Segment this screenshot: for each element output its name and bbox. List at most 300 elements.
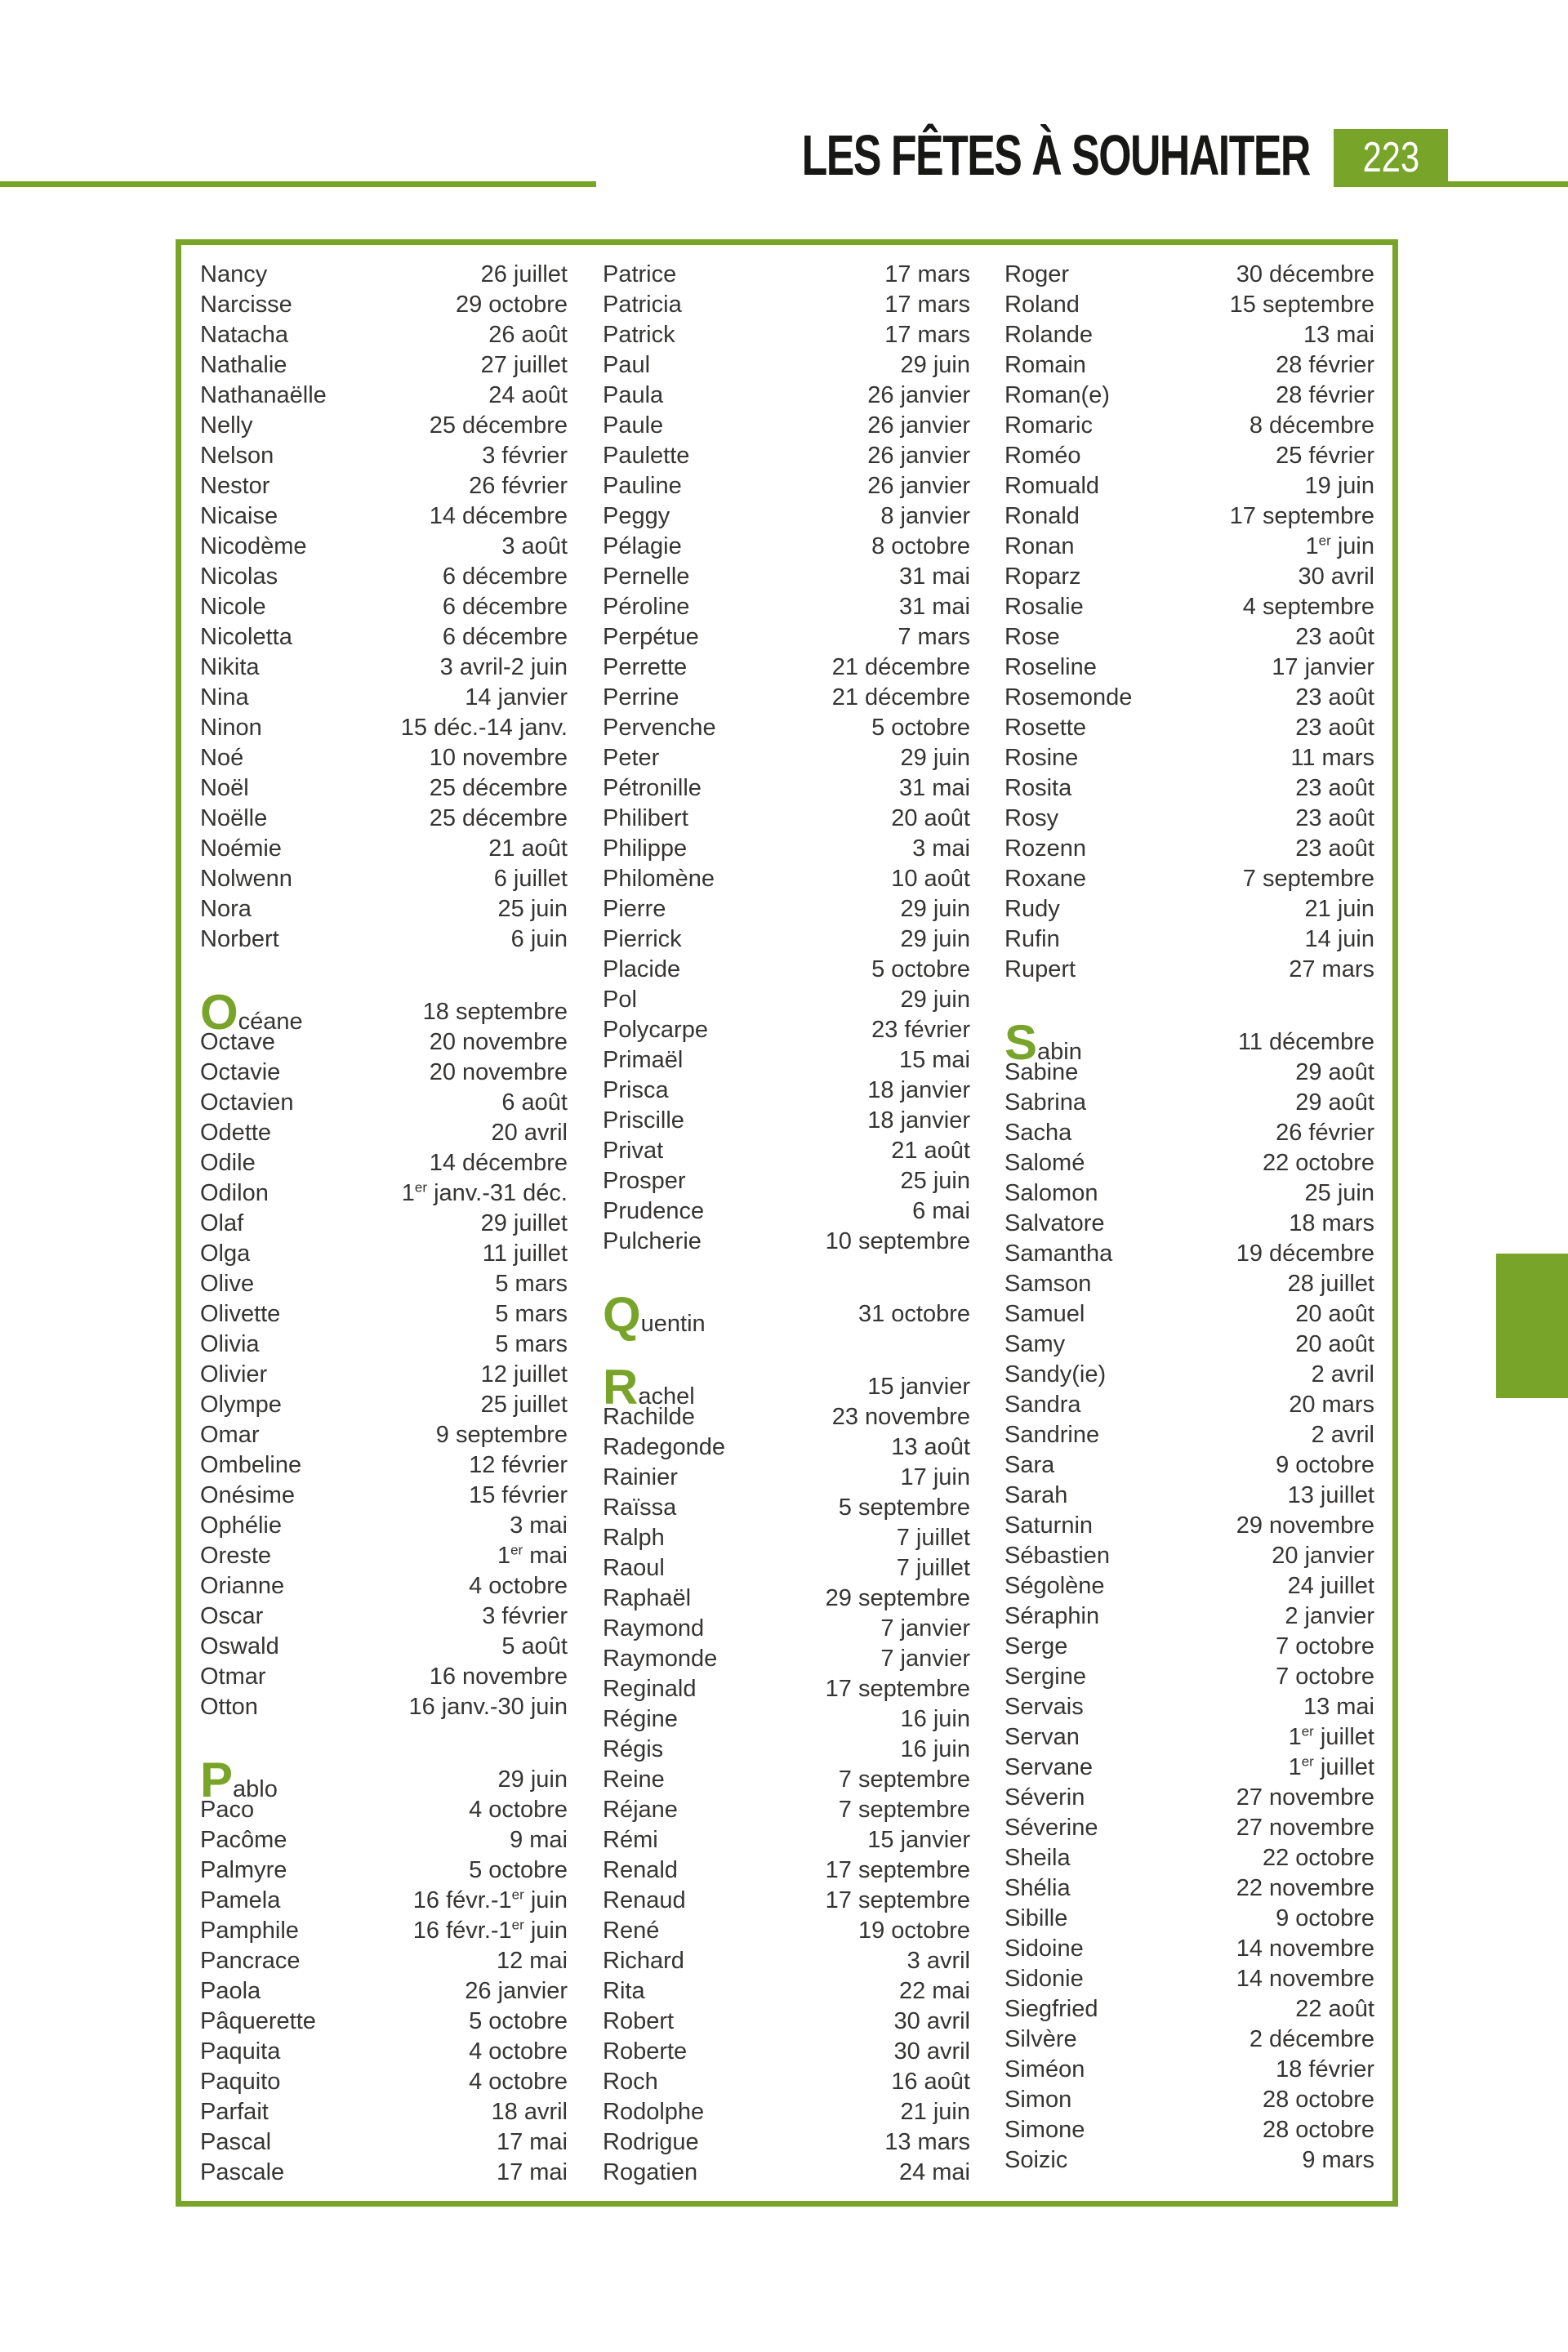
feast-date: 14 décembre [429, 503, 568, 529]
feast-date: 3 août [501, 533, 568, 559]
name-day-row [1004, 471, 1374, 501]
person-name: Romuald [1004, 473, 1100, 499]
name-day-row [603, 350, 970, 381]
feast-date: 17 mai [496, 2159, 568, 2185]
person-name: Rosette [1004, 715, 1086, 741]
name-day-row [603, 1825, 970, 1855]
name-day-row [200, 1601, 568, 1632]
person-name: Noé [200, 745, 244, 771]
name-day-row [1004, 1964, 1374, 1994]
feast-date: 5 octobre [469, 1857, 568, 1883]
person-name: Pascal [200, 2129, 272, 2155]
feast-date: 9 mars [1302, 2147, 1374, 2173]
name-day-row [603, 1674, 970, 1704]
person-name: Nicoletta [200, 624, 292, 650]
person-name: Olivia [200, 1331, 260, 1357]
feast-date: 23 août [1295, 805, 1374, 831]
person-name: Renald [603, 1857, 678, 1883]
name-day-row [603, 290, 970, 320]
name-day-row [200, 1886, 568, 1916]
feast-date: 6 décembre [442, 624, 568, 650]
name-day-row [603, 501, 970, 532]
feast-date: 29 août [1295, 1089, 1374, 1116]
feast-date: 29 juin [900, 987, 970, 1013]
feast-date: 6 décembre [442, 594, 568, 620]
feast-date: 20 août [891, 805, 970, 831]
feast-date: 12 février [469, 1452, 568, 1478]
feast-date: 6 mai [912, 1198, 970, 1224]
person-name: Sandra [1004, 1392, 1081, 1418]
name-day-row [603, 924, 970, 955]
feast-date: 11 juillet [482, 1241, 568, 1267]
section-dropcap-letter: Q [603, 1287, 641, 1342]
name-day-row [1004, 1420, 1374, 1450]
name-day-row [200, 532, 568, 562]
person-name: Pamela [200, 1887, 281, 1913]
name-day-row [1004, 864, 1374, 894]
feast-date: 29 juin [900, 745, 970, 771]
person-name: Servane [1004, 1754, 1094, 1780]
name-day-row [200, 1692, 568, 1722]
name-day-row [1004, 532, 1374, 562]
name-day-row [603, 2067, 970, 2097]
person-name: Roland [1004, 292, 1080, 318]
person-name: Pierrick [603, 926, 682, 952]
feast-date: 28 octobre [1262, 2117, 1374, 2143]
person-name: Patrice [603, 261, 677, 287]
person-name: Philomène [603, 866, 715, 892]
feast-date: 22 août [1295, 1996, 1374, 2022]
name-day-row [200, 501, 568, 532]
person-name: Oswald [200, 1633, 279, 1659]
person-name: Nikita [200, 654, 260, 680]
person-name: Shélia [1004, 1875, 1071, 1901]
feast-date: 26 janvier [867, 412, 970, 439]
feast-date: 21 décembre [831, 684, 970, 710]
name-day-row [603, 1644, 970, 1674]
person-name: Ronan [1004, 533, 1075, 559]
feast-date: 4 octobre [469, 1573, 568, 1599]
name-day-row [1004, 1934, 1374, 1964]
feast-date: 7 janvier [880, 1615, 970, 1642]
name-day-row [200, 1330, 568, 1360]
person-name: Perpétue [603, 624, 699, 650]
feast-date: 23 novembre [831, 1404, 970, 1430]
name-day-column-3 [1004, 260, 1374, 2176]
person-name: Nathanaëlle [200, 382, 327, 408]
name-day-row [200, 1360, 568, 1390]
name-day-row [603, 1463, 970, 1493]
feast-date: 29 octobre [455, 292, 568, 318]
person-name: Régine [603, 1706, 678, 1732]
name-day-row [200, 1976, 568, 2007]
person-name: Rolande [1004, 322, 1094, 348]
name-day-row [1004, 411, 1374, 441]
name-day-row [603, 1765, 970, 1795]
feast-date: 16 janv.-30 juin [408, 1694, 568, 1720]
feast-date: 9 septembre [435, 1422, 568, 1448]
feast-date: 19 décembre [1236, 1241, 1374, 1267]
person-name: Rémi [603, 1827, 658, 1853]
feast-date: 23 août [1295, 775, 1374, 801]
feast-date: 14 novembre [1236, 1936, 1374, 1962]
section-dropcap-letter: P [200, 1753, 234, 1807]
feast-date: 18 janvier [867, 1107, 970, 1134]
feast-date: 20 mars [1289, 1392, 1374, 1418]
name-day-row [1004, 1058, 1374, 1088]
person-name: Rudy [1004, 896, 1060, 922]
person-name: Pervenche [603, 715, 716, 741]
feast-date: 13 mai [1303, 322, 1374, 348]
feast-date: 21 juin [900, 2099, 970, 2125]
feast-date: 25 février [1276, 443, 1374, 469]
name-day-row [603, 1287, 970, 1342]
feast-date: 21 juin [1304, 896, 1374, 922]
person-name: Otmar [200, 1664, 266, 1690]
feast-date: 7 juillet [896, 1525, 970, 1551]
feast-date: 25 juin [497, 896, 568, 922]
name-day-row [200, 2097, 568, 2127]
header-rule-right [1448, 181, 1568, 187]
feast-date: 4 octobre [469, 2069, 568, 2095]
person-name: Perrette [603, 654, 688, 680]
name-day-row [200, 1148, 568, 1178]
name-day-row [603, 532, 970, 562]
person-name: Primaël [603, 1047, 684, 1073]
person-name: Romaric [1004, 412, 1093, 439]
feast-date: 7 septembre [838, 1797, 970, 1823]
feast-date: 28 juillet [1287, 1271, 1374, 1297]
person-name: Olga [200, 1241, 251, 1267]
person-name: Séraphin [1004, 1603, 1100, 1629]
name-day-row [1004, 955, 1374, 985]
name-day-row [603, 1196, 970, 1227]
person-name: Pauline [603, 473, 682, 499]
page-title [623, 123, 1310, 187]
feast-date: 26 août [488, 322, 568, 348]
name-day-row [200, 1511, 568, 1541]
feast-date: 30 avril [1298, 564, 1374, 590]
person-name: Odilon [200, 1180, 269, 1206]
person-name: Octavie [200, 1059, 281, 1085]
person-name: Sacha [1004, 1120, 1072, 1146]
person-name: Raymonde [603, 1646, 718, 1672]
person-name: Pulcherie [603, 1228, 702, 1254]
person-name: René [603, 1918, 660, 1944]
person-name: Oreste [200, 1543, 272, 1569]
feast-date: 21 décembre [831, 654, 970, 680]
feast-date: 16 févr.-1er juin [412, 1886, 568, 1913]
feast-date: 11 mars [1290, 745, 1374, 771]
person-name: Renaud [603, 1887, 686, 1913]
feast-date: 15 septembre [1229, 292, 1374, 318]
person-name: Pablo [200, 1753, 278, 1807]
name-day-row [1004, 1239, 1374, 1269]
feast-date: 29 juillet [480, 1210, 568, 1236]
name-day-row [200, 653, 568, 683]
feast-date: 29 août [1295, 1059, 1374, 1085]
feast-date: 22 octobre [1262, 1845, 1374, 1871]
chapter-side-tab [1496, 1254, 1568, 1398]
name-day-row [1004, 1511, 1374, 1541]
person-name: Nicaise [200, 503, 278, 529]
name-day-row [1004, 894, 1374, 924]
feast-date: 14 décembre [429, 1150, 568, 1176]
feast-date: 4 octobre [469, 1797, 568, 1823]
name-day-row [1004, 1015, 1374, 1070]
person-name: Olympe [200, 1392, 282, 1418]
feast-date: 20 janvier [1272, 1543, 1374, 1569]
person-name: Raphaël [603, 1585, 692, 1611]
feast-date: 27 novembre [1236, 1815, 1374, 1841]
person-name: Rupert [1004, 956, 1076, 982]
name-day-row [200, 1118, 568, 1148]
name-day-row [603, 1076, 970, 1106]
feast-date: 1er juin [1305, 532, 1374, 559]
name-day-row [200, 2158, 568, 2188]
person-name: Sarah [1004, 1482, 1068, 1508]
name-day-row [200, 864, 568, 894]
person-name: Pélagie [603, 533, 682, 559]
feast-date: 17 septembre [825, 1676, 970, 1702]
person-name: Ralph [603, 1525, 665, 1551]
feast-date: 17 juin [900, 1464, 970, 1490]
person-name: Pétronille [603, 775, 702, 801]
feast-date: 3 mai [510, 1512, 568, 1539]
person-name: Nestor [200, 473, 270, 499]
name-day-row [200, 411, 568, 441]
name-day-row [200, 1571, 568, 1601]
feast-date: 14 janvier [465, 684, 568, 710]
feast-date: 17 septembre [1229, 503, 1374, 529]
page-title-text: LES FÊTES À SOUHAITER [801, 123, 1310, 187]
name-day-row [200, 1481, 568, 1511]
person-name: Olivette [200, 1301, 281, 1327]
feast-date: 31 octobre [858, 1301, 970, 1327]
person-name: Sébastien [1004, 1543, 1110, 1569]
letter-section-continued [603, 260, 970, 1257]
person-name: Simone [1004, 2117, 1085, 2143]
person-name: Sidoine [1004, 1936, 1084, 1962]
name-day-row [200, 2037, 568, 2067]
person-name: Rita [603, 1978, 645, 2004]
feast-date: 15 mai [898, 1047, 970, 1073]
feast-date: 29 novembre [1236, 1512, 1374, 1539]
person-name: Sabine [1004, 1059, 1079, 1085]
name-day-row [1004, 1601, 1374, 1632]
feast-date: 29 juin [900, 896, 970, 922]
person-name: Paquito [200, 2069, 281, 2095]
name-day-row [1004, 1843, 1374, 1873]
name-day-row [603, 1045, 970, 1076]
feast-date: 22 octobre [1262, 1150, 1374, 1176]
feast-date: 18 septembre [422, 999, 568, 1025]
person-name: Roman(e) [1004, 382, 1110, 408]
name-day-row [200, 381, 568, 411]
person-name: Otton [200, 1694, 258, 1720]
person-name: Serge [1004, 1633, 1068, 1659]
name-day-row [603, 1886, 970, 1916]
feast-date: 6 août [501, 1089, 568, 1116]
name-day-row [603, 2127, 970, 2158]
person-name: Omar [200, 1422, 260, 1448]
name-day-row [1004, 1148, 1374, 1178]
feast-date: 24 août [488, 382, 568, 408]
person-name: Raïssa [603, 1494, 677, 1521]
name-day-row [200, 773, 568, 804]
name-day-row [603, 1946, 970, 1976]
person-name: Ronald [1004, 503, 1080, 529]
person-name: Prudence [603, 1198, 705, 1224]
person-name: Salomon [1004, 1180, 1098, 1206]
feast-date: 10 novembre [429, 745, 568, 771]
name-day-row [603, 1523, 970, 1553]
letter-section-continued [1004, 260, 1374, 985]
name-day-row [1004, 381, 1374, 411]
feast-date: 8 décembre [1249, 412, 1374, 439]
feast-date: 1er juillet [1288, 1723, 1374, 1750]
feast-date: 21 août [891, 1138, 970, 1164]
name-day-row [200, 1420, 568, 1450]
person-name: Patrick [603, 322, 675, 348]
person-name: Paquita [200, 2038, 281, 2065]
person-name: Olaf [200, 1210, 244, 1236]
person-name: Rosine [1004, 745, 1079, 771]
feast-date: 29 septembre [825, 1585, 970, 1611]
feast-date: 23 août [1295, 684, 1374, 710]
name-day-row [1004, 1692, 1374, 1722]
person-name: Pol [603, 987, 637, 1013]
person-name: Sara [1004, 1452, 1055, 1478]
name-day-column-2 [603, 260, 970, 2188]
name-day-row [200, 924, 568, 955]
person-name: Norbert [200, 926, 279, 952]
name-day-row [603, 592, 970, 622]
name-day-row [1004, 320, 1374, 350]
feast-date: 17 janvier [1272, 654, 1374, 680]
name-day-row [200, 1662, 568, 1692]
name-day-row [603, 713, 970, 743]
name-day-row [1004, 1873, 1374, 1904]
feast-date: 30 décembre [1236, 261, 1374, 287]
feast-date: 7 mars [898, 624, 970, 650]
name-day-row [1004, 350, 1374, 381]
person-name: Pamphile [200, 1918, 299, 1944]
person-name: Orianne [200, 1573, 285, 1599]
name-day-row [1004, 1390, 1374, 1420]
name-day-row [200, 2127, 568, 2158]
feast-date: 28 février [1276, 382, 1374, 408]
person-name: Noël [200, 775, 249, 801]
name-day-row [200, 1027, 568, 1058]
feast-date: 21 août [488, 835, 568, 862]
name-day-row [200, 592, 568, 622]
person-name: Samantha [1004, 1241, 1113, 1267]
name-day-row [1004, 1178, 1374, 1209]
name-day-row [1004, 1632, 1374, 1662]
person-name: Rogatien [603, 2159, 698, 2185]
person-name: Sabin [1004, 1015, 1082, 1070]
name-day-row [200, 804, 568, 834]
person-name: Pancrace [200, 1948, 301, 1974]
person-name: Peter [603, 745, 660, 771]
person-name: Narcisse [200, 292, 292, 318]
person-name: Patricia [603, 292, 682, 318]
feast-date: 25 juin [1304, 1180, 1374, 1206]
name-day-row [1004, 1330, 1374, 1360]
feast-date: 3 mai [912, 835, 970, 862]
feast-date: 3 avril [906, 1948, 970, 1974]
feast-date: 9 octobre [1276, 1905, 1374, 1931]
feast-date: 29 juin [900, 352, 970, 378]
feast-date: 27 juillet [480, 352, 568, 378]
name-day-row [603, 1735, 970, 1765]
name-day-row [200, 1753, 568, 1807]
name-day-row [603, 2158, 970, 2188]
name-day-row [1004, 683, 1374, 713]
letter-section-s [1004, 1015, 1374, 2176]
feast-date: 26 janvier [867, 473, 970, 499]
feast-date: 11 décembre [1237, 1029, 1374, 1055]
feast-date: 7 juillet [896, 1555, 970, 1581]
person-name: Sheila [1004, 1845, 1071, 1871]
name-day-row [200, 1299, 568, 1330]
feast-date: 30 avril [893, 2038, 970, 2065]
person-name: Simon [1004, 2087, 1072, 2113]
name-day-row [200, 713, 568, 743]
feast-date: 31 mai [898, 564, 970, 590]
feast-date: 7 janvier [880, 1646, 970, 1672]
person-name: Placide [603, 956, 681, 982]
name-day-row [1004, 1753, 1374, 1783]
feast-date: 16 août [891, 2069, 970, 2095]
person-name: Rodrigue [603, 2129, 699, 2155]
name-day-row [200, 1390, 568, 1420]
feast-date: 25 juin [900, 1168, 970, 1194]
name-day-row [1004, 1269, 1374, 1299]
person-name: Nolwenn [200, 866, 292, 892]
person-name: Roseline [1004, 654, 1097, 680]
feast-date: 13 juillet [1287, 1482, 1374, 1508]
person-name: Noëlle [200, 805, 268, 831]
person-name: Océane [200, 985, 303, 1040]
feast-date: 23 août [1295, 715, 1374, 741]
feast-date: 15 janvier [867, 1827, 970, 1853]
letter-section-r [603, 1360, 970, 2188]
person-name: Polycarpe [603, 1017, 708, 1043]
feast-date: 2 avril [1311, 1422, 1374, 1448]
person-name: Sandy(ie) [1004, 1361, 1107, 1388]
name-day-row [1004, 592, 1374, 622]
person-name: Nicodème [200, 533, 307, 559]
feast-date: 20 avril [491, 1120, 568, 1146]
feast-date: 9 mai [510, 1827, 568, 1853]
page-number: 223 [1362, 134, 1419, 181]
name-day-row [603, 743, 970, 773]
person-name: Ségolène [1004, 1573, 1105, 1599]
feast-date: 6 juin [510, 926, 568, 952]
person-name: Rosalie [1004, 594, 1084, 620]
name-day-row [603, 1614, 970, 1644]
name-day-row [603, 1584, 970, 1614]
name-day-row [200, 834, 568, 864]
feast-date: 3 février [482, 1603, 568, 1629]
feast-date: 26 juillet [480, 261, 568, 287]
person-name: Ophélie [200, 1512, 282, 1539]
person-name: Rozenn [1004, 835, 1086, 862]
feast-date: 2 décembre [1249, 2026, 1374, 2052]
name-day-row [603, 834, 970, 864]
